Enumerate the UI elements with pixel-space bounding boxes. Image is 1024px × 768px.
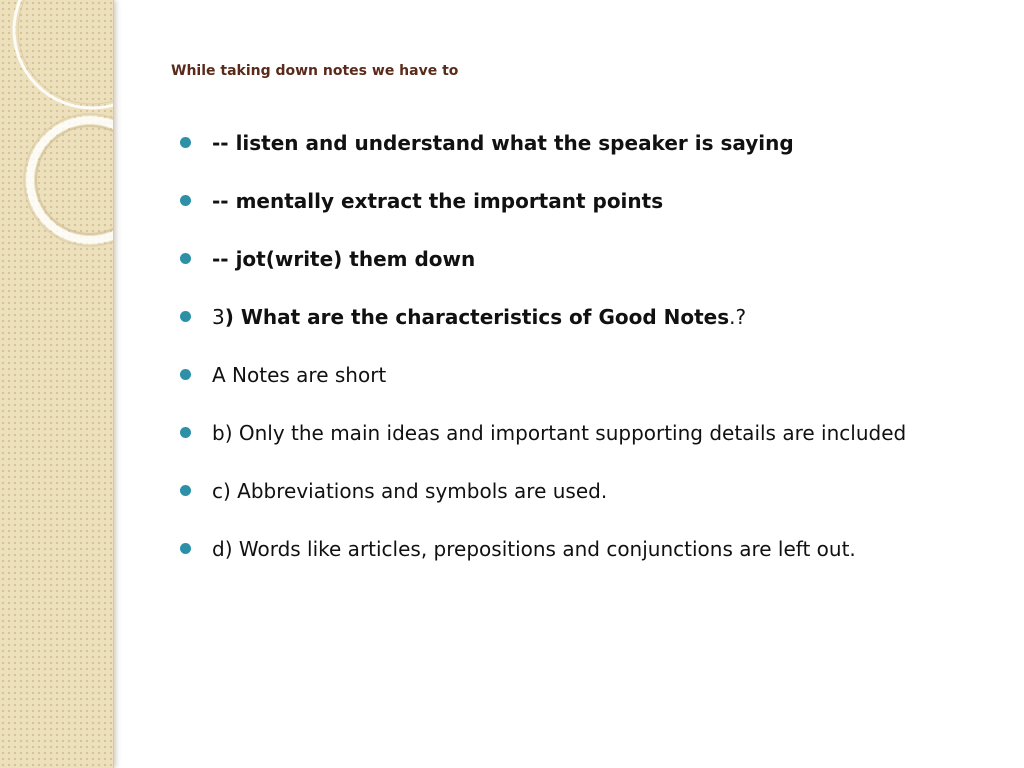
bullet-text-part: 3 [212, 305, 225, 329]
bullet-dot-icon [180, 369, 191, 380]
bullet-text [212, 536, 856, 562]
bullet-text-part: d) Words like articles, prepositions and conjunctions are left out. [212, 537, 856, 561]
bullet-text [212, 362, 386, 388]
bullet-dot-icon [180, 195, 191, 206]
bullet-dot-icon [180, 311, 191, 322]
bullet-text [212, 478, 607, 504]
decorative-side-panel [0, 0, 114, 768]
bullet-text-part: -- mentally extract the important points [212, 189, 664, 213]
bullet-text [212, 420, 906, 446]
bullet-text [212, 304, 746, 330]
bullet-text-part: b) Only the main ideas and important supporting details are included [212, 421, 907, 445]
bullet-dot-icon [180, 485, 191, 496]
bullet-text [212, 188, 663, 214]
bullet-dot-icon [180, 543, 191, 554]
bullet-text-part: -- listen and understand what the speaker is saying [212, 131, 794, 155]
bullet-text [212, 130, 794, 156]
decorative-circles-graphic [0, 0, 113, 768]
bullet-dot-icon [180, 253, 191, 264]
bullet-text-part: A Notes are short [212, 363, 387, 387]
bullet-text-part: -- jot(write) them down [212, 247, 476, 271]
bullet-dot-icon [180, 427, 191, 438]
bullet-dot-icon [180, 137, 191, 148]
bullet-text-part: .? [729, 305, 747, 329]
slide-title: While taking down notes we have to [171, 63, 459, 79]
bullet-text-part: c) Abbreviations and symbols are used. [212, 479, 608, 503]
bullet-text [212, 246, 475, 272]
bullet-text-part: ) What are the characteristics of Good Notes [224, 305, 730, 329]
